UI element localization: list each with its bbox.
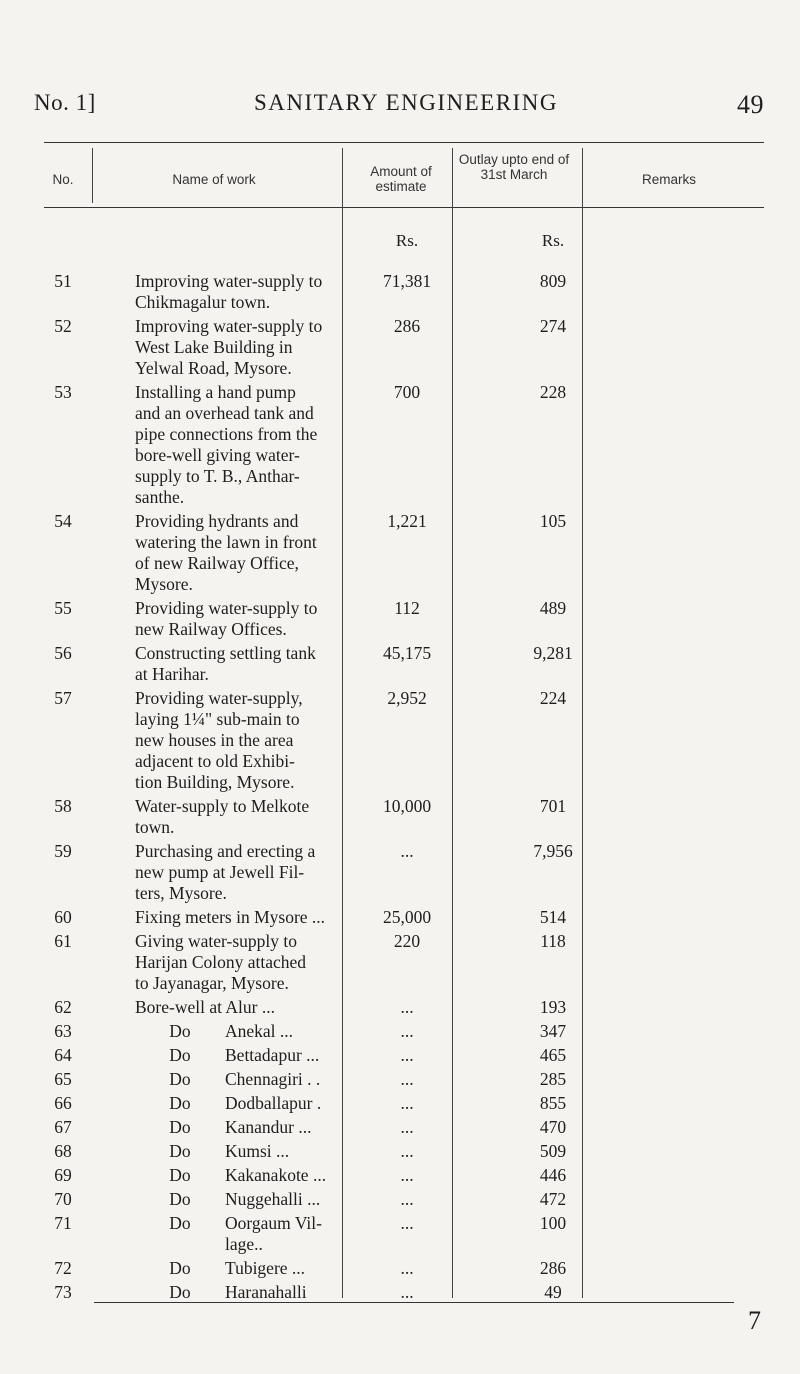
work-name [135, 598, 375, 640]
work-name-line: Giving water-supply to [135, 931, 297, 951]
work-name-line [135, 1093, 375, 1114]
work-name-line: Yelwal Road, Mysore. [135, 358, 292, 378]
amount-value: ... [400, 1045, 414, 1065]
ditto-mark: Do [169, 1093, 191, 1113]
work-name [135, 1258, 375, 1279]
work-name-line: new houses in the area [135, 730, 294, 750]
work-name-line: Chikmagalur town. [135, 292, 271, 312]
ditto-mark: Do [169, 1069, 191, 1089]
work-name [135, 931, 375, 994]
outlay-value: 118 [540, 931, 566, 951]
amount-value: 700 [393, 382, 421, 402]
ditto-mark: Do [169, 1165, 191, 1185]
outlay-value: 855 [539, 1093, 567, 1113]
work-name-line: new Railway Offices. [135, 619, 287, 639]
outlay-value: 347 [539, 1021, 567, 1041]
location-name-cont: lage.. [225, 1234, 263, 1254]
row-number: 61 [54, 931, 72, 951]
outlay-value: 286 [539, 1258, 567, 1278]
column-header-outlay: Outlay upto end of 31st March [458, 152, 570, 182]
amount-value: ... [400, 1021, 414, 1041]
work-name-line: town. [135, 817, 175, 837]
row-number: 58 [54, 796, 72, 816]
row-number: 59 [54, 841, 72, 861]
row-number: 65 [54, 1069, 72, 1089]
ditto-mark: Do [169, 1117, 191, 1137]
column-header-remarks: Remarks [641, 172, 696, 187]
location-name: Kanandur ... [225, 1117, 312, 1137]
work-name [135, 1213, 375, 1255]
outlay-value: 9,281 [533, 643, 573, 663]
work-name-line: Purchasing and erecting a [135, 841, 316, 861]
work-name-line [135, 1234, 375, 1255]
amount-value: 2,952 [387, 688, 427, 708]
work-name [135, 316, 375, 379]
amount-unit: Rs. [395, 231, 419, 250]
work-name [135, 1069, 375, 1090]
header-bottom-rule [44, 207, 764, 208]
ditto-mark: Do [169, 1213, 191, 1233]
row-number: 67 [54, 1117, 72, 1137]
amount-value: ... [400, 1189, 414, 1209]
row-number: 63 [54, 1021, 72, 1041]
location-name: Tubigere ... [225, 1258, 306, 1278]
issue-number: No. 1] [34, 90, 96, 115]
work-name-line: Fixing meters in Mysore ... [135, 907, 326, 927]
work-name-line [135, 1282, 375, 1303]
outlay-value: 7,956 [533, 841, 573, 861]
work-name-line: and an overhead tank and [135, 403, 314, 423]
work-name [135, 841, 375, 904]
work-name-line: tion Building, Mysore. [135, 772, 295, 792]
amount-value: 25,000 [382, 907, 432, 927]
work-name-line: laying 1¼" sub-main to [135, 709, 300, 729]
table-top-rule [44, 142, 764, 143]
row-number: 60 [54, 907, 72, 927]
amount-value: 220 [393, 931, 421, 951]
page-number: 49 [737, 90, 764, 119]
work-name [135, 1282, 375, 1303]
location-name: Dodballapur . [225, 1093, 322, 1113]
work-name [135, 511, 375, 595]
amount-value: ... [400, 1213, 414, 1233]
outlay-value: 446 [539, 1165, 567, 1185]
work-name-line: West Lake Building in [135, 337, 293, 357]
work-name [135, 1141, 375, 1162]
work-name-line: bore-well giving water- [135, 445, 300, 465]
work-name-line: Providing water-supply to [135, 598, 318, 618]
work-name [135, 1117, 375, 1138]
running-header [34, 90, 764, 130]
work-name-line: Harijan Colony attached [135, 952, 307, 972]
outlay-value: 193 [539, 997, 567, 1017]
work-name [135, 796, 375, 838]
outlay-value: 514 [539, 907, 567, 927]
work-name-line [135, 1117, 375, 1138]
location-name: Nuggehalli ... [225, 1189, 321, 1209]
outlay-value: 809 [539, 271, 567, 291]
amount-value: 112 [394, 598, 420, 618]
location-name: Haranahalli [225, 1282, 307, 1302]
outlay-value: 470 [539, 1117, 567, 1137]
amount-value: ... [400, 1141, 414, 1161]
work-name-line: new pump at Jewell Fil- [135, 862, 305, 882]
work-name [135, 1165, 375, 1186]
row-number: 73 [54, 1282, 72, 1302]
ditto-mark: Do [169, 1021, 191, 1041]
work-name-line [135, 1165, 375, 1186]
outlay-value: 228 [539, 382, 567, 402]
column-header-name: Name of work [172, 172, 256, 187]
amount-value: ... [400, 1069, 414, 1089]
work-name-line: Water-supply to Melkote [135, 796, 310, 816]
work-name-line [135, 1045, 375, 1066]
outlay-value: 49 [544, 1282, 562, 1302]
row-number: 62 [54, 997, 72, 1017]
work-name-line: of new Railway Office, [135, 553, 299, 573]
row-number: 68 [54, 1141, 72, 1161]
row-number: 53 [54, 382, 72, 402]
row-number: 64 [54, 1045, 72, 1065]
work-name [135, 1021, 375, 1042]
work-name [135, 907, 375, 928]
outlay-value: 285 [539, 1069, 567, 1089]
column-header-no: No. [52, 172, 74, 187]
work-name-line: Mysore. [135, 574, 193, 594]
ditto-mark: Do [169, 1045, 191, 1065]
section-title: SANITARY ENGINEERING [254, 90, 558, 115]
work-name [135, 1189, 375, 1210]
outlay-value: 224 [539, 688, 567, 708]
work-name-line: santhe. [135, 487, 185, 507]
amount-value: 71,381 [382, 271, 432, 291]
work-name-line: Providing hydrants and [135, 511, 299, 531]
work-name-line [135, 1258, 375, 1279]
work-name-line [135, 1213, 375, 1234]
work-name-line [135, 1021, 375, 1042]
amount-value: ... [400, 1258, 414, 1278]
location-name: Chennagiri . . [225, 1069, 321, 1089]
work-name [135, 997, 375, 1018]
work-name-line: adjacent to old Exhibi- [135, 751, 295, 771]
row-number: 54 [54, 511, 72, 531]
row-number: 66 [54, 1093, 72, 1113]
outlay-value: 472 [539, 1189, 567, 1209]
amount-value: ... [400, 1282, 414, 1302]
row-number: 55 [54, 598, 72, 618]
amount-value: 1,221 [387, 511, 427, 531]
outlay-value: 105 [539, 511, 567, 531]
work-name-line: Bore-well at Alur ... [135, 997, 275, 1017]
row-number: 56 [54, 643, 72, 663]
works-table [44, 142, 800, 1302]
row-number: 69 [54, 1165, 72, 1185]
row-number: 57 [54, 688, 72, 708]
work-name-line: Providing water-supply, [135, 688, 303, 708]
work-name-line: to Jayanagar, Mysore. [135, 973, 289, 993]
outlay-value: 489 [539, 598, 567, 618]
row-number: 52 [54, 316, 72, 336]
work-name [135, 271, 375, 313]
location-name: Bettadapur ... [225, 1045, 320, 1065]
amount-value: ... [400, 1093, 414, 1113]
work-name [135, 688, 375, 793]
outlay-value: 701 [539, 796, 567, 816]
amount-value: ... [400, 997, 414, 1017]
work-name-line [135, 1141, 375, 1162]
column-header-amount: Amount of estimate [370, 164, 432, 194]
location-name: Kumsi ... [225, 1141, 290, 1161]
work-name [135, 382, 375, 508]
work-name-line: at Harihar. [135, 664, 209, 684]
ditto-mark: Do [169, 1141, 191, 1161]
row-number: 72 [54, 1258, 72, 1278]
row-number: 71 [54, 1213, 72, 1233]
column-divider [92, 148, 93, 203]
work-name-line: supply to T. B., Anthar- [135, 466, 300, 486]
outlay-value: 465 [539, 1045, 567, 1065]
outlay-value: 509 [539, 1141, 567, 1161]
amount-value: 286 [393, 316, 421, 336]
row-number: 70 [54, 1189, 72, 1209]
work-name [135, 1093, 375, 1114]
amount-value: ... [400, 841, 414, 861]
location-name: Anekal ... [225, 1021, 294, 1041]
location-name: Kakanakote ... [225, 1165, 327, 1185]
work-name-line [135, 1189, 375, 1210]
work-name-line: watering the lawn in front [135, 532, 317, 552]
folio-mark: 7 [748, 1306, 761, 1335]
amount-value: ... [400, 1165, 414, 1185]
outlay-value: 100 [539, 1213, 567, 1233]
work-name-line: ters, Mysore. [135, 883, 227, 903]
work-name-line [135, 1069, 375, 1090]
work-name-line: Constructing settling tank [135, 643, 316, 663]
outlay-unit: Rs. [541, 231, 565, 250]
amount-value: ... [400, 1117, 414, 1137]
outlay-value: 274 [539, 316, 567, 336]
row-number: 51 [54, 271, 72, 291]
work-name-line: pipe connections from the [135, 424, 318, 444]
amount-value: 45,175 [382, 643, 432, 663]
work-name-line: Improving water-supply to [135, 271, 323, 291]
work-name-line: Installing a hand pump [135, 382, 296, 402]
work-name [135, 643, 375, 685]
work-name-line: Improving water-supply to [135, 316, 323, 336]
location-name: Oorgaum Vil- [225, 1213, 322, 1233]
ditto-mark: Do [169, 1282, 191, 1302]
ditto-mark: Do [169, 1258, 191, 1278]
work-name [135, 1045, 375, 1066]
amount-value: 10,000 [382, 796, 432, 816]
ditto-mark: Do [169, 1189, 191, 1209]
